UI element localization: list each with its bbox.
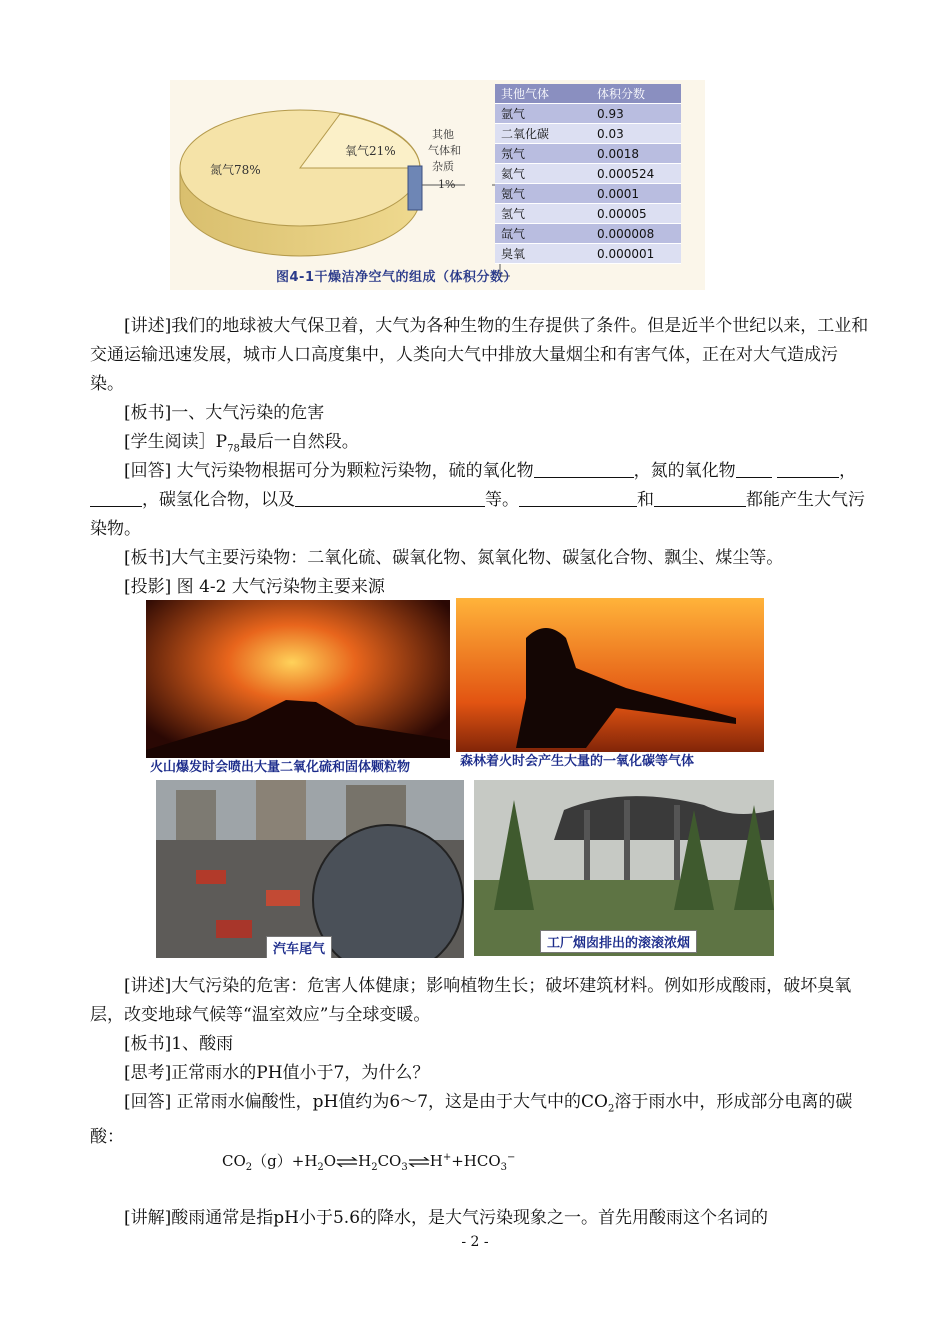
- eq-sup: +: [442, 1152, 452, 1163]
- answer-text: 等。: [485, 490, 519, 510]
- gas-name: 氙气: [495, 224, 591, 244]
- paragraph-explain: [讲解]酸雨通常是指pH小于5.6的降水，是大气污染现象之一。首先用酸雨这个名词的: [124, 1208, 769, 1228]
- table-row: [495, 184, 681, 204]
- paragraph-answer-2: [90, 1088, 870, 1152]
- eq-h2co3: CO: [377, 1152, 402, 1170]
- gas-fraction: 0.03: [591, 124, 681, 144]
- paragraph-board-2: [板书]大气主要污染物：二氧化硫、碳氧化物、氮氧化物、碳氢化合物、飘尘、煤尘等。: [124, 548, 784, 568]
- chemical-equation: [222, 1150, 515, 1173]
- table-header-fraction: 体积分数: [591, 84, 681, 104]
- reading-text-end: 最后一自然段。: [239, 432, 359, 452]
- answer-text: [回答] 大气污染物根据可分为颗粒污染物，硫的氧化物: [124, 461, 534, 481]
- answer-text: 和: [637, 490, 654, 510]
- label-oxygen: 氧气21%: [345, 144, 396, 158]
- photo-volcano: [146, 600, 450, 778]
- fill-blank[interactable]: [654, 487, 746, 507]
- paragraph-board-1: [板书]一、大气污染的危害: [124, 403, 325, 423]
- table-row: [495, 104, 681, 124]
- fill-blank[interactable]: [534, 458, 634, 478]
- table-row: [495, 164, 681, 184]
- eq-co: CO: [222, 1152, 246, 1170]
- paragraph-think: [思考]正常雨水的PH值小于7，为什么？: [124, 1063, 430, 1083]
- label-other-1: 其他: [432, 128, 454, 141]
- photo-car-exhaust: [156, 780, 464, 958]
- gas-name: 二氧化碳: [495, 124, 591, 144]
- paragraph-board-3: [板书]1、酸雨: [124, 1034, 234, 1054]
- gas-fraction: 0.0018: [591, 144, 681, 164]
- other-gases-table: [495, 84, 681, 264]
- gas-name: 氦气: [495, 164, 591, 184]
- caption-car-exhaust: 汽车尾气: [266, 936, 332, 958]
- label-other-4: 1%: [438, 178, 456, 191]
- eq-sup: −: [507, 1152, 516, 1163]
- eq-sub: 2: [245, 1162, 253, 1173]
- gas-name: 氢气: [495, 204, 591, 224]
- answer-text: ，碳氢化合物，以及: [142, 490, 295, 510]
- fill-blank[interactable]: [736, 458, 772, 478]
- eq-o: O: [323, 1152, 337, 1170]
- caption-factory: 工厂烟囱排出的滚滚浓烟: [540, 930, 697, 953]
- eq-g: （g）+H: [252, 1152, 318, 1170]
- gas-fraction: 0.00005: [591, 204, 681, 224]
- photo-factory: [474, 780, 774, 956]
- pie-slice-other: [408, 166, 422, 210]
- eq-sub: 3: [500, 1162, 508, 1173]
- gas-name: 氩气: [495, 104, 591, 124]
- paragraph-lecture-2: [讲述]大气污染的危害：危害人体健康；影响植物生长；破坏建筑材料。例如形成酸雨，破坏臭氧层，改变地球气候等“温室效应”与全球变暖。: [90, 976, 852, 1025]
- table-row: [495, 124, 681, 144]
- fill-blank[interactable]: [90, 487, 142, 507]
- eq-sub: 2: [317, 1162, 324, 1173]
- table-row: [495, 244, 681, 264]
- traffic-image: [156, 780, 464, 958]
- caption-volcano: 火山爆发时会喷出大量二氧化硫和固体颗粒物: [146, 758, 450, 778]
- eq-hco3: +HCO: [451, 1152, 501, 1170]
- subscript: 2: [607, 1103, 615, 1115]
- eq-sub: 2: [371, 1162, 378, 1173]
- table-row: [495, 224, 681, 244]
- eq-sub: 3: [401, 1162, 408, 1173]
- page-subscript: 78: [227, 443, 240, 455]
- figure1-caption: 图4-1干燥洁净空气的组成（体积分数）: [276, 270, 517, 285]
- page-number: - 2 -: [461, 1234, 489, 1250]
- paragraph-projection: [投影] 图 4-2 大气污染物主要来源: [124, 577, 385, 597]
- fill-blank[interactable]: [519, 487, 637, 507]
- label-other-3: 杂质: [432, 160, 454, 173]
- table-row: [495, 144, 681, 164]
- volcano-image: [146, 600, 450, 778]
- equilibrium-arrow-icon: [408, 1157, 430, 1167]
- gas-fraction: 0.000524: [591, 164, 681, 184]
- gas-fraction: 0.93: [591, 104, 681, 124]
- gas-name: 氖气: [495, 144, 591, 164]
- paragraph-lecture-1: [讲述]我们的地球被大气保卫着，大气为各种生物的生存提供了条件。但是近半个世纪以来，工业和交通运输迅速发展，城市人口高度集中，人类向大气中排放大量烟尘和有害气体，正在对大气造成污染。: [90, 316, 869, 394]
- table-row: [495, 204, 681, 224]
- fill-blank[interactable]: [777, 458, 839, 478]
- eq-h2co3: H: [358, 1152, 372, 1170]
- answer-text: ，: [839, 461, 857, 481]
- answer-text: ，氮的氧化物: [633, 461, 736, 481]
- forest-fire-image: [456, 598, 764, 772]
- gas-name: 臭氧: [495, 244, 591, 264]
- answer-text: 溶于雨水中，形成部分电离的碳酸：: [90, 1092, 853, 1148]
- label-other-2: 气体和: [428, 144, 461, 157]
- gas-fraction: 0.000008: [591, 224, 681, 244]
- equilibrium-arrow-icon: [336, 1157, 358, 1167]
- label-nitrogen: 氮气78%: [210, 163, 261, 177]
- answer-text: [回答] 正常雨水偏酸性，pH值约为6～7，这是由于大气中的CO: [124, 1092, 608, 1112]
- reading-text: [学生阅读］P: [124, 432, 228, 452]
- caption-forest-fire: 森林着火时会产生大量的一氧化碳等气体: [456, 752, 764, 772]
- gas-fraction: 0.000001: [591, 244, 681, 264]
- gas-name: 氪气: [495, 184, 591, 204]
- answer-text: 都能产生大气污染物。: [90, 490, 865, 539]
- fill-blank[interactable]: [295, 487, 485, 507]
- gas-fraction: 0.0001: [591, 184, 681, 204]
- eq-hplus: H: [429, 1152, 443, 1170]
- table-header-row: [495, 84, 681, 104]
- paragraph-answer-1: [90, 457, 870, 544]
- table-header-gas: 其他气体: [495, 84, 591, 104]
- photo-forest-fire: [456, 598, 764, 772]
